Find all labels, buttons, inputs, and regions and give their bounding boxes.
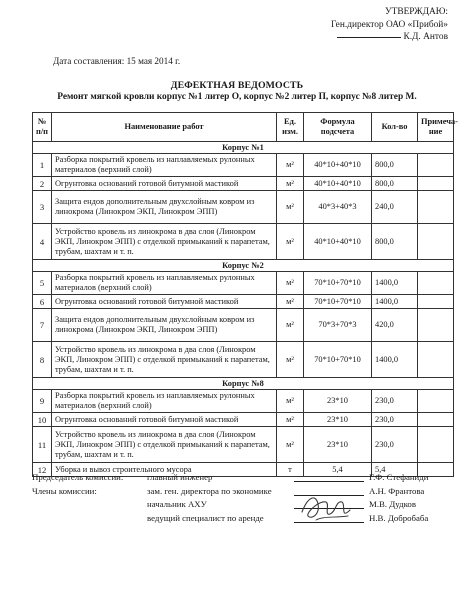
row-formula: 70*10+70*10 xyxy=(304,295,372,309)
row-name: Уборка и вывоз строительного мусора xyxy=(52,463,277,477)
table-row xyxy=(33,191,454,224)
row-name: Защита ендов дополнительным двухслойным ковром из линокрома (Линокром ЭКП, Линокром ЭПП) xyxy=(52,309,277,342)
row-formula: 70*3+70*3 xyxy=(304,309,372,342)
table-row xyxy=(33,309,454,342)
member-position: зам. ген. директора по экономике xyxy=(147,486,272,496)
section-row-2 xyxy=(33,260,454,272)
row-unit: т xyxy=(277,463,304,477)
row-name: Огрунтовка оснований готовой битумной мастикой xyxy=(52,177,277,191)
row-formula: 40*10+40*10 xyxy=(304,224,372,260)
commission-row xyxy=(32,472,453,484)
table-row xyxy=(33,154,454,177)
table-row xyxy=(33,224,454,260)
row-unit: м² xyxy=(277,295,304,309)
member-name: Г.Ф. Стефаниди xyxy=(369,472,429,482)
section-row-3 xyxy=(33,378,454,390)
row-qty: 1400,0 xyxy=(372,272,418,295)
row-num: 1 xyxy=(33,154,52,177)
row-num: 3 xyxy=(33,191,52,224)
date-line: Дата составления: 15 мая 2014 г. xyxy=(53,56,181,66)
approval-position: Ген.директор ОАО «Прибой» xyxy=(330,19,448,30)
table-row xyxy=(33,390,454,413)
row-num: 4 xyxy=(33,224,52,260)
row-name: Устройство кровель из линокрома в два слоя (Линокром ЭКП, Линокром ЭПП) с отделкой примыканий к парапетам, трубам, шахтам и т. п. xyxy=(52,224,277,260)
header-note: Примеча-ние xyxy=(418,113,454,142)
row-name: Огрунтовка оснований готовой битумной мастикой xyxy=(52,295,277,309)
document-title: ДЕФЕКТНАЯ ВЕДОМОСТЬ xyxy=(170,80,304,91)
signature-line xyxy=(294,481,364,482)
row-formula: 70*10+70*10 xyxy=(304,272,372,295)
row-unit: м² xyxy=(277,177,304,191)
approval-signature-row xyxy=(331,31,448,44)
row-name: Огрунтовка оснований готовой битумной мастикой xyxy=(52,413,277,427)
member-position: главный инженер xyxy=(147,472,213,482)
section-title: Корпус №2 xyxy=(33,260,454,272)
row-unit: м² xyxy=(277,427,304,463)
table-row xyxy=(33,413,454,427)
row-num: 10 xyxy=(33,413,52,427)
member-name: М.В. Дудков xyxy=(369,499,416,509)
table-row xyxy=(33,427,454,463)
row-note xyxy=(418,295,454,309)
row-qty: 800,0 xyxy=(372,224,418,260)
row-qty: 800,0 xyxy=(372,154,418,177)
row-unit: м² xyxy=(277,272,304,295)
row-qty: 1400,0 xyxy=(372,342,418,378)
member-position: ведущий специалист по аренде xyxy=(147,513,264,523)
row-qty: 5,4 xyxy=(372,463,418,477)
row-name: Защита ендов дополнительным двухслойным ковром из линокрома (Линокром ЭКП, Линокром ЭПП) xyxy=(52,191,277,224)
approval-heading: УТВЕРЖДАЮ: xyxy=(384,7,448,17)
commission-row xyxy=(32,513,453,525)
row-qty: 420,0 xyxy=(372,309,418,342)
row-note xyxy=(418,177,454,191)
document-subtitle: Ремонт мягкой кровли корпус №1 литер О, корпус №2 литер П, корпус №8 литер М. xyxy=(57,92,417,102)
row-note xyxy=(418,413,454,427)
member-name: Н.В. Добробаба xyxy=(369,513,429,523)
row-name: Разборка покрытий кровель из наплавляемых рулонных материалов (верхний слой) xyxy=(52,390,277,413)
row-name: Разборка покрытий кровель из наплавляемых рулонных материалов (верхний слой) xyxy=(52,154,277,177)
member-position: начальник АХУ xyxy=(147,499,207,509)
row-num: 5 xyxy=(33,272,52,295)
row-formula: 40*10+40*10 xyxy=(304,154,372,177)
section-title: Корпус №8 xyxy=(33,378,454,390)
approval-signature-line xyxy=(337,37,401,38)
row-num: 8 xyxy=(33,342,52,378)
row-unit: м² xyxy=(277,191,304,224)
row-formula: 40*10+40*10 xyxy=(304,177,372,191)
row-unit: м² xyxy=(277,224,304,260)
row-num: 11 xyxy=(33,427,52,463)
table-row xyxy=(33,177,454,191)
row-formula: 23*10 xyxy=(304,413,372,427)
row-name: Устройство кровель из линокрома в два слоя (Линокром ЭКП, Линокром ЭПП) с отделкой примыканий к парапетам, трубам, шахтам и т. п. xyxy=(52,342,277,378)
chair-label: Председатель комиссии: xyxy=(32,472,124,482)
row-note xyxy=(418,191,454,224)
commission-row xyxy=(32,499,453,511)
row-formula: 23*10 xyxy=(304,427,372,463)
row-formula: 40*3+40*3 xyxy=(304,191,372,224)
row-note xyxy=(418,309,454,342)
row-name: Устройство кровель из линокрома в два слоя (Линокром ЭКП, Линокром ЭПП) с отделкой примыканий к парапетам, трубам, шахтам и т. п. xyxy=(52,427,277,463)
row-qty: 1400,0 xyxy=(372,295,418,309)
row-unit: м² xyxy=(277,154,304,177)
row-unit: м² xyxy=(277,413,304,427)
header-qty: Кол-во xyxy=(372,113,418,142)
row-note xyxy=(418,342,454,378)
section-title: Корпус №1 xyxy=(33,142,454,154)
defect-table xyxy=(32,112,458,477)
row-name: Разборка покрытий кровель из наплавляемых рулонных материалов (верхний слой) xyxy=(52,272,277,295)
row-num: 9 xyxy=(33,390,52,413)
row-note xyxy=(418,427,454,463)
row-num: 2 xyxy=(33,177,52,191)
row-num: 7 xyxy=(33,309,52,342)
row-unit: м² xyxy=(277,390,304,413)
table-row xyxy=(33,272,454,295)
header-formula: Формула подсчета xyxy=(304,113,372,142)
table-row xyxy=(33,295,454,309)
row-qty: 230,0 xyxy=(372,413,418,427)
header-name: Наименование работ xyxy=(52,113,277,142)
row-unit: м² xyxy=(277,342,304,378)
approval-name: К.Д. Антов xyxy=(403,32,448,42)
row-qty: 240,0 xyxy=(372,191,418,224)
approval-block xyxy=(331,6,448,44)
header-unit: Ед. изм. xyxy=(277,113,304,142)
row-num: 12 xyxy=(33,463,52,477)
row-note xyxy=(418,224,454,260)
handwritten-signature xyxy=(296,490,356,526)
section-row-1 xyxy=(33,142,454,154)
table-header-row xyxy=(33,113,454,142)
row-unit: м² xyxy=(277,309,304,342)
header-num: № п/п xyxy=(33,113,52,142)
row-qty: 800,0 xyxy=(372,177,418,191)
member-name: А.Н. Фрaнтова xyxy=(369,486,425,496)
row-note xyxy=(418,272,454,295)
members-label: Члены комиссии: xyxy=(32,486,97,496)
row-formula: 5,4 xyxy=(304,463,372,477)
row-qty: 230,0 xyxy=(372,390,418,413)
row-qty: 230,0 xyxy=(372,427,418,463)
row-note xyxy=(418,154,454,177)
table-row xyxy=(33,342,454,378)
row-num: 6 xyxy=(33,295,52,309)
row-formula: 70*10+70*10 xyxy=(304,342,372,378)
row-formula: 23*10 xyxy=(304,390,372,413)
row-note xyxy=(418,390,454,413)
commission-row xyxy=(32,486,453,498)
